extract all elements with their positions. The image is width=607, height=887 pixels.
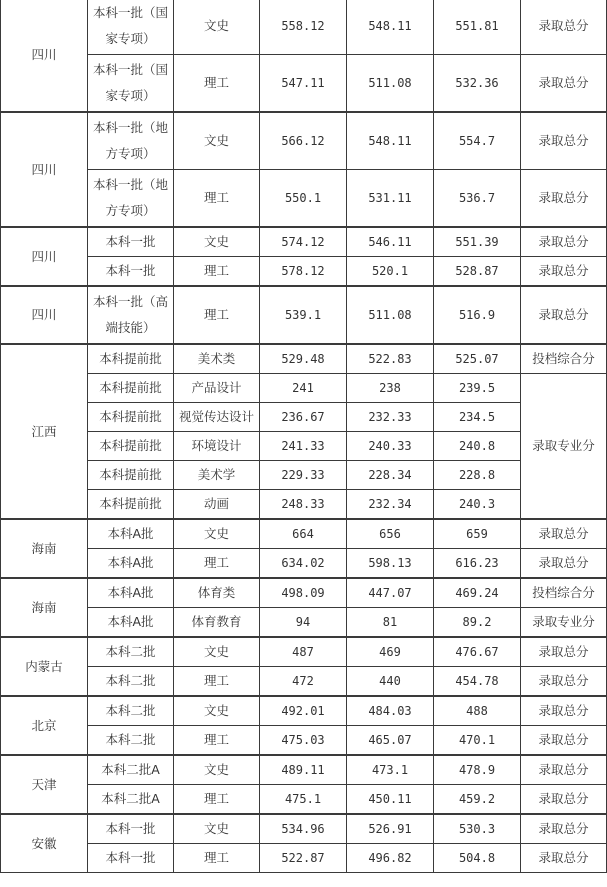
batch-cell: 本科提前批 — [88, 344, 174, 374]
avg-score-cell: 536.7 — [434, 170, 521, 228]
avg-score-cell: 228.8 — [434, 461, 521, 490]
province-cell: 海南 — [1, 578, 88, 637]
max-score-cell: 489.11 — [260, 755, 347, 785]
subject-cell: 理工 — [174, 170, 260, 228]
subject-cell: 体育类 — [174, 578, 260, 608]
subject-cell: 理工 — [174, 286, 260, 344]
max-score-cell: 574.12 — [260, 227, 347, 257]
batch-cell: 本科二批A — [88, 755, 174, 785]
avg-score-cell: 476.67 — [434, 637, 521, 667]
avg-score-cell: 240.3 — [434, 490, 521, 520]
min-score-cell: 473.1 — [347, 755, 434, 785]
max-score-cell: 498.09 — [260, 578, 347, 608]
subject-cell: 动画 — [174, 490, 260, 520]
min-score-cell: 522.83 — [347, 344, 434, 374]
province-cell: 江西 — [1, 344, 88, 519]
subject-cell: 理工 — [174, 785, 260, 815]
batch-cell: 本科二批 — [88, 726, 174, 756]
avg-score-cell: 240.8 — [434, 432, 521, 461]
score-type-cell: 投档综合分 — [521, 344, 607, 374]
min-score-cell: 447.07 — [347, 578, 434, 608]
subject-cell: 环境设计 — [174, 432, 260, 461]
subject-cell: 美术学 — [174, 461, 260, 490]
max-score-cell: 94 — [260, 608, 347, 638]
min-score-cell: 232.34 — [347, 490, 434, 520]
table-row — [1, 696, 607, 726]
min-score-cell: 511.08 — [347, 55, 434, 113]
score-type-cell: 录取总分 — [521, 227, 607, 257]
table-row — [1, 344, 607, 374]
min-score-cell: 598.13 — [347, 549, 434, 579]
province-cell: 四川 — [1, 0, 88, 112]
score-type-cell: 录取总分 — [521, 170, 607, 228]
batch-cell: 本科提前批 — [88, 461, 174, 490]
batch-cell: 本科二批A — [88, 785, 174, 815]
subject-cell: 文史 — [174, 814, 260, 844]
max-score-cell: 529.48 — [260, 344, 347, 374]
score-type-cell: 录取总分 — [521, 112, 607, 170]
table-row — [1, 519, 607, 549]
min-score-cell: 520.1 — [347, 257, 434, 287]
table-row — [1, 814, 607, 844]
avg-score-cell: 89.2 — [434, 608, 521, 638]
score-type-cell: 录取总分 — [521, 696, 607, 726]
score-type-cell: 录取总分 — [521, 637, 607, 667]
avg-score-cell: 459.2 — [434, 785, 521, 815]
min-score-cell: 526.91 — [347, 814, 434, 844]
min-score-cell: 484.03 — [347, 696, 434, 726]
avg-score-cell: 470.1 — [434, 726, 521, 756]
score-type-cell: 录取总分 — [521, 785, 607, 815]
max-score-cell: 472 — [260, 667, 347, 697]
province-cell: 安徽 — [1, 814, 88, 873]
province-cell: 北京 — [1, 696, 88, 755]
score-type-cell: 录取专业分 — [521, 608, 607, 638]
score-type-cell: 录取总分 — [521, 257, 607, 287]
avg-score-cell: 478.9 — [434, 755, 521, 785]
subject-cell: 文史 — [174, 755, 260, 785]
table-row — [1, 170, 607, 228]
min-score-cell: 548.11 — [347, 112, 434, 170]
max-score-cell: 539.1 — [260, 286, 347, 344]
batch-cell: 本科A批 — [88, 549, 174, 579]
subject-cell: 文史 — [174, 696, 260, 726]
subject-cell: 文史 — [174, 637, 260, 667]
avg-score-cell: 525.07 — [434, 344, 521, 374]
avg-score-cell: 234.5 — [434, 403, 521, 432]
batch-cell: 本科一批（高端技能） — [88, 286, 174, 344]
score-type-cell: 录取总分 — [521, 286, 607, 344]
batch-cell: 本科一批（地方专项） — [88, 170, 174, 228]
min-score-cell: 440 — [347, 667, 434, 697]
score-type-cell: 录取总分 — [521, 726, 607, 756]
province-cell: 天津 — [1, 755, 88, 814]
batch-cell: 本科一批 — [88, 257, 174, 287]
table-row — [1, 549, 607, 579]
avg-score-cell: 528.87 — [434, 257, 521, 287]
max-score-cell: 578.12 — [260, 257, 347, 287]
min-score-cell: 232.33 — [347, 403, 434, 432]
table-row — [1, 844, 607, 873]
max-score-cell: 492.01 — [260, 696, 347, 726]
score-type-cell: 录取总分 — [521, 0, 607, 55]
avg-score-cell: 239.5 — [434, 374, 521, 403]
batch-cell: 本科A批 — [88, 608, 174, 638]
table-row — [1, 667, 607, 697]
province-cell: 四川 — [1, 227, 88, 286]
avg-score-cell: 616.23 — [434, 549, 521, 579]
subject-cell: 体育教育 — [174, 608, 260, 638]
max-score-cell: 664 — [260, 519, 347, 549]
max-score-cell: 229.33 — [260, 461, 347, 490]
province-cell: 四川 — [1, 112, 88, 227]
avg-score-cell: 516.9 — [434, 286, 521, 344]
score-type-cell: 录取总分 — [521, 55, 607, 113]
max-score-cell: 241 — [260, 374, 347, 403]
batch-cell: 本科二批 — [88, 667, 174, 697]
max-score-cell: 487 — [260, 637, 347, 667]
subject-cell: 视觉传达设计 — [174, 403, 260, 432]
batch-cell: 本科一批 — [88, 227, 174, 257]
min-score-cell: 546.11 — [347, 227, 434, 257]
min-score-cell: 240.33 — [347, 432, 434, 461]
subject-cell: 理工 — [174, 257, 260, 287]
max-score-cell: 522.87 — [260, 844, 347, 873]
min-score-cell: 548.11 — [347, 0, 434, 55]
batch-cell: 本科一批（国家专项） — [88, 55, 174, 113]
max-score-cell: 634.02 — [260, 549, 347, 579]
max-score-cell: 534.96 — [260, 814, 347, 844]
score-type-cell: 录取总分 — [521, 519, 607, 549]
avg-score-cell: 532.36 — [434, 55, 521, 113]
batch-cell: 本科一批 — [88, 844, 174, 873]
avg-score-cell: 454.78 — [434, 667, 521, 697]
table-row — [1, 637, 607, 667]
table-row — [1, 403, 607, 432]
batch-cell: 本科A批 — [88, 578, 174, 608]
province-cell: 内蒙古 — [1, 637, 88, 696]
table-row — [1, 286, 607, 344]
province-cell: 四川 — [1, 286, 88, 344]
batch-cell: 本科一批（国家专项） — [88, 0, 174, 55]
table-row — [1, 608, 607, 638]
score-type-cell: 录取总分 — [521, 549, 607, 579]
table-row — [1, 490, 607, 520]
min-score-cell: 450.11 — [347, 785, 434, 815]
avg-score-cell: 659 — [434, 519, 521, 549]
score-type-cell: 投档综合分 — [521, 578, 607, 608]
subject-cell: 理工 — [174, 55, 260, 113]
subject-cell: 理工 — [174, 726, 260, 756]
min-score-cell: 511.08 — [347, 286, 434, 344]
max-score-cell: 566.12 — [260, 112, 347, 170]
table-row — [1, 112, 607, 170]
subject-cell: 美术类 — [174, 344, 260, 374]
avg-score-cell: 504.8 — [434, 844, 521, 873]
min-score-cell: 465.07 — [347, 726, 434, 756]
table-row — [1, 374, 607, 403]
avg-score-cell: 488 — [434, 696, 521, 726]
max-score-cell: 475.1 — [260, 785, 347, 815]
batch-cell: 本科提前批 — [88, 374, 174, 403]
batch-cell: 本科A批 — [88, 519, 174, 549]
max-score-cell: 475.03 — [260, 726, 347, 756]
score-type-cell: 录取总分 — [521, 814, 607, 844]
min-score-cell: 496.82 — [347, 844, 434, 873]
max-score-cell: 550.1 — [260, 170, 347, 228]
table-row — [1, 0, 607, 55]
subject-cell: 文史 — [174, 0, 260, 55]
province-cell: 海南 — [1, 519, 88, 578]
avg-score-cell: 469.24 — [434, 578, 521, 608]
score-type-cell: 录取总分 — [521, 755, 607, 785]
batch-cell: 本科二批 — [88, 637, 174, 667]
min-score-cell: 238 — [347, 374, 434, 403]
table-row — [1, 578, 607, 608]
max-score-cell: 241.33 — [260, 432, 347, 461]
max-score-cell: 558.12 — [260, 0, 347, 55]
min-score-cell: 228.34 — [347, 461, 434, 490]
batch-cell: 本科一批（地方专项） — [88, 112, 174, 170]
batch-cell: 本科提前批 — [88, 432, 174, 461]
subject-cell: 文史 — [174, 112, 260, 170]
max-score-cell: 547.11 — [260, 55, 347, 113]
subject-cell: 文史 — [174, 227, 260, 257]
score-type-cell: 录取专业分 — [521, 374, 607, 520]
batch-cell: 本科提前批 — [88, 403, 174, 432]
min-score-cell: 656 — [347, 519, 434, 549]
table-row — [1, 755, 607, 785]
batch-cell: 本科一批 — [88, 814, 174, 844]
table-row — [1, 257, 607, 287]
max-score-cell: 248.33 — [260, 490, 347, 520]
min-score-cell: 469 — [347, 637, 434, 667]
score-type-cell: 录取总分 — [521, 667, 607, 697]
score-type-cell: 录取总分 — [521, 844, 607, 873]
subject-cell: 产品设计 — [174, 374, 260, 403]
table-row — [1, 227, 607, 257]
table-row — [1, 55, 607, 113]
avg-score-cell: 554.7 — [434, 112, 521, 170]
max-score-cell: 236.67 — [260, 403, 347, 432]
batch-cell: 本科提前批 — [88, 490, 174, 520]
table-row — [1, 461, 607, 490]
avg-score-cell: 530.3 — [434, 814, 521, 844]
table-row — [1, 726, 607, 756]
avg-score-cell: 551.81 — [434, 0, 521, 55]
avg-score-cell: 551.39 — [434, 227, 521, 257]
subject-cell: 理工 — [174, 667, 260, 697]
subject-cell: 理工 — [174, 549, 260, 579]
min-score-cell: 81 — [347, 608, 434, 638]
batch-cell: 本科二批 — [88, 696, 174, 726]
subject-cell: 文史 — [174, 519, 260, 549]
subject-cell: 理工 — [174, 844, 260, 873]
table-row — [1, 785, 607, 815]
table-row — [1, 432, 607, 461]
min-score-cell: 531.11 — [347, 170, 434, 228]
